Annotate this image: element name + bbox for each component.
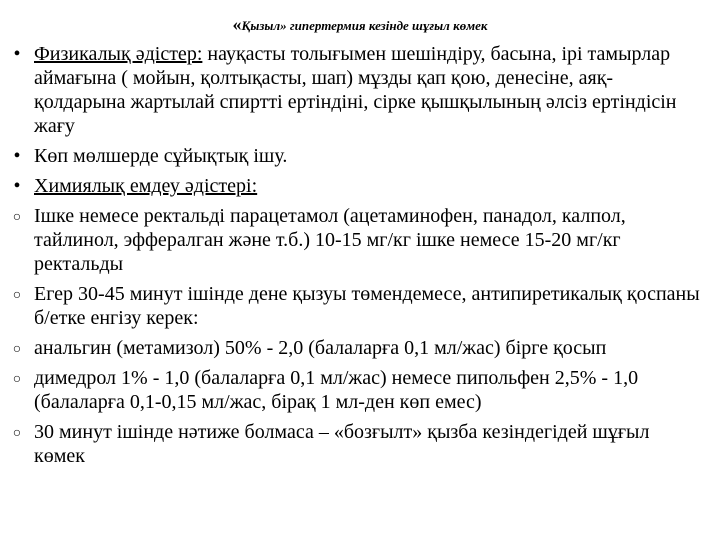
list-item	[12, 420, 702, 468]
item-text: Егер 30-45 минут ішінде дене қызуы төмендемесе, антипиретикалық қоспаны б/етке енгізу керек:	[34, 283, 700, 329]
item-text: 30 минут ішінде нәтиже болмаса – «бозғылт» қызба кезіндегідей шұғыл көмек	[34, 421, 650, 467]
bullet-ring-icon: ○	[12, 372, 22, 387]
list-item	[12, 282, 702, 330]
bullet-ring-icon: ○	[12, 342, 22, 357]
title-text: Қызыл» гипертермия кезінде шұғыл көмек	[241, 18, 488, 33]
list-item	[12, 366, 702, 414]
bullet-disc-icon: •	[13, 175, 21, 197]
bullet-ring-icon: ○	[12, 426, 22, 441]
title-quote: «	[232, 14, 242, 34]
list-item	[13, 42, 702, 138]
bullet-disc-icon: •	[13, 145, 21, 167]
list-item	[12, 336, 702, 360]
item-text: Ішке немесе ректальді парацетамол (ацетаминофен, панадол, калпол, тайлинол, эффералган және т.б.) 10-15 мг/кг ішке немесе 15-20 мг/кг ректальды	[34, 205, 626, 275]
bullet-list	[12, 34, 702, 474]
item-lead: Физикалық әдістер:	[34, 43, 203, 65]
item-text: науқасты толығымен шешіндіру, басына, ірі тамырлар аймағына ( мойын, қолтықасты, шап) мұзды қап қою, денесіне, аяқ-қолдарына жартылай спиртті ертіндіні, сірке қышқылының әлсіз ертіндісін жағу	[34, 43, 677, 137]
list-item	[13, 144, 702, 168]
item-text: анальгин (метамизол) 50% - 2,0 (балаларға 0,1 мл/жас) бірге қосып	[34, 337, 607, 359]
item-lead: Химиялық емдеу әдістері:	[34, 175, 258, 197]
slide-title	[0, 14, 720, 35]
bullet-ring-icon: ○	[12, 288, 22, 303]
item-text: Көп мөлшерде сұйықтық ішу.	[34, 145, 288, 167]
bullet-ring-icon: ○	[12, 210, 22, 225]
item-text: димедрол 1% - 1,0 (балаларға 0,1 мл/жас) немесе пипольфен 2,5% - 1,0 (балаларға 0,1-0,15 мл/жас, бірақ 1 мл-ден көп емес)	[34, 367, 639, 413]
list-item	[13, 174, 702, 198]
bullet-disc-icon: •	[13, 43, 21, 65]
list-item	[12, 204, 702, 276]
